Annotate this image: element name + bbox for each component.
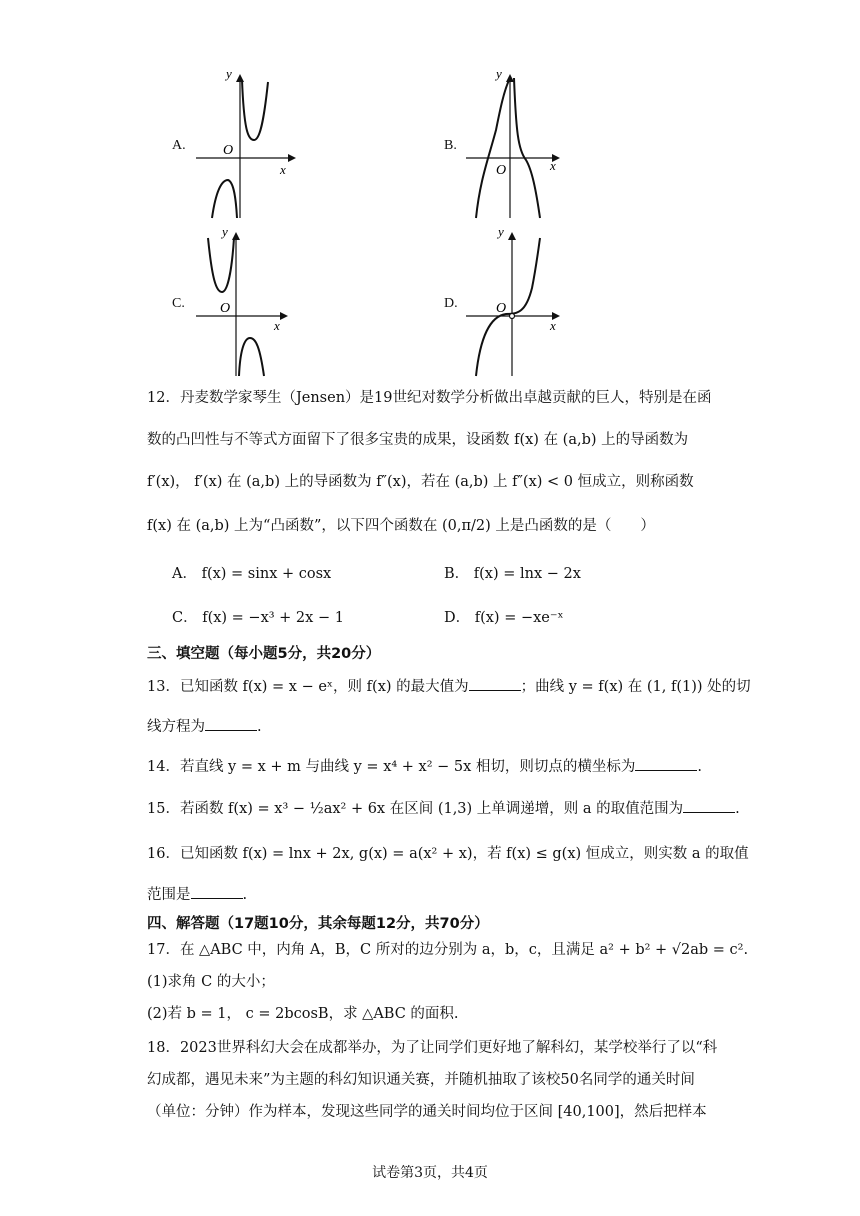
q13-line2: 线方程为 . [147,716,727,737]
graph-d [466,228,576,378]
q12-option-a: A． f(x) = sinx + cosx [172,566,332,582]
q18-line3: （单位：分钟）作为样本，发现这些同学的通关时间均位于区间 [40,100]，然后把样本 [147,1104,707,1120]
q15-blank [683,798,735,813]
q14-blank [635,756,697,771]
svg-text:O: O [220,301,231,316]
q12-option-c: C． f(x) = −x³ + 2x − 1 [172,610,344,626]
q13-line1: 13．已知函数 f(x) = x − eˣ，则 f(x) 的最大值为 ；曲线 y = f(x) 在 (1, f(1)) 处的切 [147,676,727,697]
q13-blank-2 [205,716,257,731]
svg-text:y: y [498,228,504,239]
q17-line1: 17．在 △ABC 中，内角 A，B，C 所对的边分别为 a，b，c，且满足 a² + b² + √2ab = c². [147,942,749,958]
graph-label-b: B. [444,138,457,153]
page-footer: 试卷第3页，共4页 [372,1165,488,1181]
q17-part2: (2)若 b = 1， c = 2bcosB，求 △ABC 的面积. [147,1006,459,1022]
graph-c [190,228,300,378]
graph-label-a: A. [172,138,186,153]
axis-x-label: x [280,162,286,177]
svg-text:y: y [222,228,228,239]
graph-label-c: C. [172,296,185,311]
graph-options [0,60,860,380]
axis-y-label: y [226,70,232,81]
q14-line: 14．若直线 y = x + m 与曲线 y = x⁴ + x² − 5x 相切，则切点的横坐标为 . [147,756,727,777]
svg-text:x: x [550,158,556,173]
svg-text:x: x [274,318,280,333]
q18-line2: 幻成都，遇见未来”为主题的科幻知识通关赛，并随机抽取了该校50名同学的通关时间 [147,1072,695,1088]
q12-line3: f′(x)， f′(x) 在 (a,b) 上的导函数为 f″(x)，若在 (a,b) 上 f″(x) < 0 恒成立，则称函数 [147,474,694,490]
svg-text:O: O [496,163,507,178]
svg-text:O: O [496,301,507,316]
q12-option-b: B． f(x) = lnx − 2x [444,566,581,582]
q15-line: 15．若函数 f(x) = x³ − ½ax² + 6x 在区间 (1,3) 上单调递增，则 a 的取值范围为 . [147,798,727,819]
q16-line2: 范围是 . [147,884,727,905]
q17-part1: (1)求角 C 的大小； [147,974,275,990]
graph-a [190,70,300,220]
section-fill-in: 三、填空题（每小题5分，共20分） [147,646,381,662]
graph-label-d: D. [444,296,458,311]
graph-b [466,70,576,220]
q12-option-d: D． f(x) = −xe⁻ˣ [444,610,564,626]
svg-text:x: x [550,318,556,333]
svg-text:y: y [496,70,502,81]
q12-line4: f(x) 在 (a,b) 上为“凸函数”，以下四个函数在 (0,π/2) 上是凸函数的是（ ） [147,518,655,534]
q16-blank [191,884,243,899]
q12-line1: 12．丹麦数学家琴生（Jensen）是19世纪对数学分析做出卓越贡献的巨人，特别是在函 [147,390,712,406]
origin-label: O [223,143,234,158]
q16-line1: 16．已知函数 f(x) = lnx + 2x, g(x) = a(x² + x)，若 f(x) ≤ g(x) 恒成立，则实数 a 的取值 [147,846,749,862]
section-solutions: 四、解答题（17题10分，其余每题12分，共70分） [147,916,489,932]
q12-line2: 数的凸凹性与不等式方面留下了很多宝贵的成果，设函数 f(x) 在 (a,b) 上的导函数为 [147,432,689,448]
q13-blank-1 [469,676,521,691]
q18-line1: 18．2023世界科幻大会在成都举办，为了让同学们更好地了解科幻，某学校举行了以“科 [147,1040,718,1056]
